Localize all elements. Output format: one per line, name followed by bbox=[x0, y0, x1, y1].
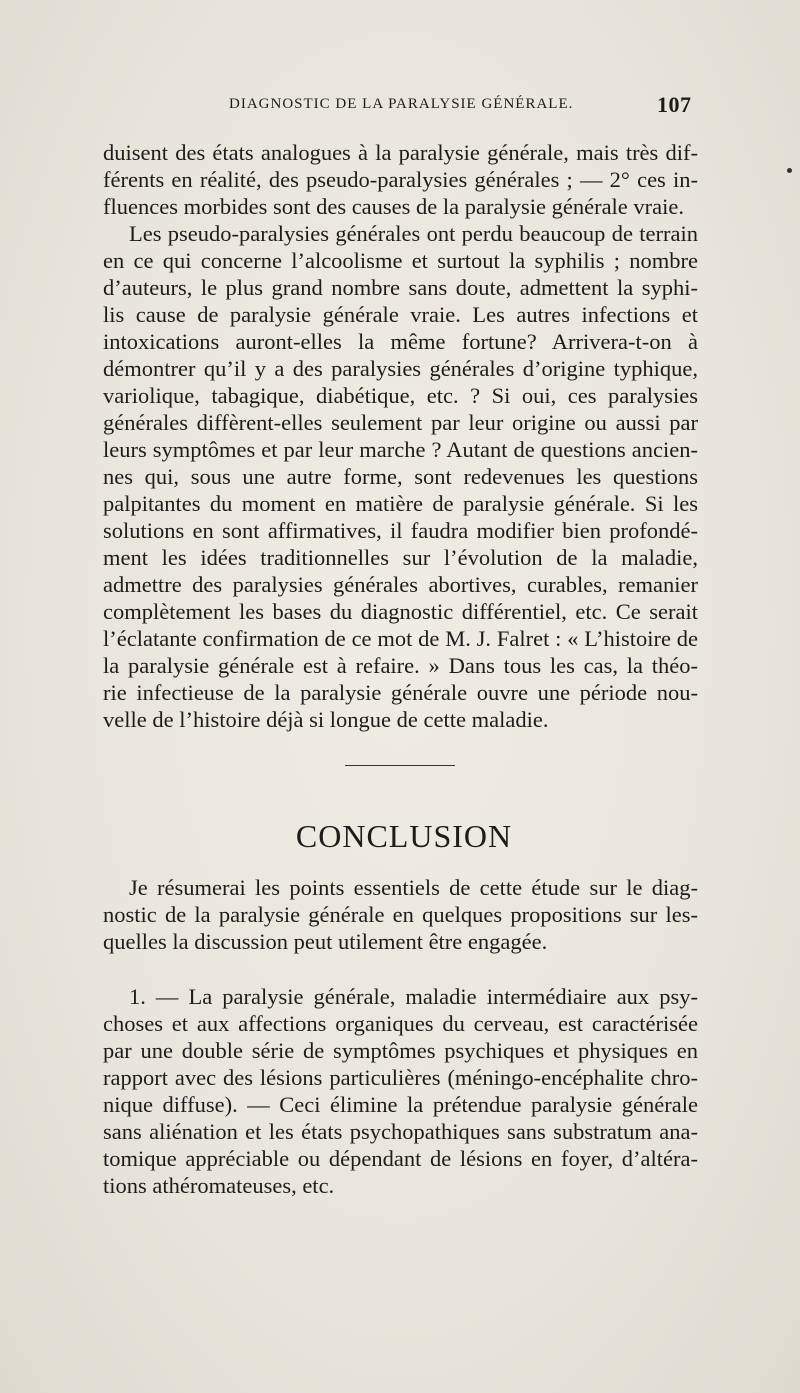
text-line: rie infectieuse de la paralysie générale ouvre une période nou- bbox=[103, 680, 698, 705]
text-line: sans aliénation et les états psychopathiques sans substratum ana- bbox=[103, 1119, 698, 1144]
text-line: nostic de la paralysie générale en quelques propositions sur les- bbox=[103, 902, 698, 927]
margin-mark bbox=[787, 168, 792, 173]
text-line: intoxications auront-elles la même fortune? Arrivera-t-on à bbox=[103, 329, 698, 354]
text-line: générales diffèrent-elles seulement par leur origine ou aussi par bbox=[103, 410, 698, 435]
text-line: choses et aux affections organiques du cerveau, est caractérisée bbox=[103, 1011, 698, 1036]
text-line: quelles la discussion peut utilement être engagée. bbox=[103, 929, 548, 954]
text-line: tomique appréciable ou dépendant de lésions en foyer, d’altéra- bbox=[103, 1146, 698, 1171]
text-line: variolique, tabagique, diabétique, etc. ? Si oui, ces paralysies bbox=[103, 383, 698, 408]
text-line: en ce qui concerne l’alcoolisme et surtout la syphilis ; nombre bbox=[103, 248, 698, 273]
text-line: d’auteurs, le plus grand nombre sans doute, admettent la syphi- bbox=[103, 275, 698, 300]
text-line: admettre des paralysies générales abortives, curables, remanier bbox=[103, 572, 698, 597]
text-line: par une double série de symptômes psychiques et physiques en bbox=[103, 1038, 698, 1063]
paragraph-pseudo-paralysies bbox=[103, 220, 698, 733]
paragraph-intro-conclusion bbox=[103, 874, 698, 955]
text-line: ment les idées traditionnelles sur l’évolution de la maladie, bbox=[103, 545, 698, 570]
text-line: nes qui, sous une autre forme, sont redevenues les questions bbox=[103, 464, 698, 489]
text-line: rapport avec des lésions particulières (méningo-encéphalite chro- bbox=[103, 1065, 698, 1090]
paragraph-continued bbox=[103, 139, 698, 220]
body-text-top bbox=[103, 139, 698, 733]
text-line: tions athéromateuses, etc. bbox=[103, 1173, 335, 1198]
text-line: fluences morbides sont des causes de la paralysie générale vraie. bbox=[103, 194, 685, 219]
text-line: palpitantes du moment en matière de paralysie générale. Si les bbox=[103, 491, 698, 516]
text-line: velle de l’histoire déjà si longue de cette maladie. bbox=[103, 707, 549, 732]
text-line: Je résumerai les points essentiels de cette étude sur le diag- bbox=[129, 875, 698, 900]
paragraph-proposition-1 bbox=[103, 983, 698, 1199]
section-heading: CONCLUSION bbox=[295, 818, 513, 854]
text-line: Les pseudo-paralysies générales ont perdu beaucoup de terrain bbox=[129, 221, 698, 246]
text-line: nique diffuse). — Ceci élimine la prétendue paralysie générale bbox=[103, 1092, 698, 1117]
running-title: DIAGNOSTIC DE LA PARALYSIE GÉNÉRALE. bbox=[229, 96, 574, 112]
text-line: l’éclatante confirmation de ce mot de M. J. Falret : « L’histoire de bbox=[103, 626, 698, 651]
page-number: 107 bbox=[657, 92, 692, 117]
text-line: duisent des états analogues à la paralysie générale, mais très dif- bbox=[103, 140, 698, 165]
text-line: leurs symptômes et par leur marche ? Autant de questions ancien- bbox=[103, 437, 698, 462]
text-line: férents en réalité, des pseudo-paralysies générales ; — 2° ces in- bbox=[103, 167, 698, 192]
text-line: la paralysie générale est à refaire. » Dans tous les cas, la théo- bbox=[103, 653, 698, 678]
text-line: démontrer qu’il y a des paralysies générales d’origine typhique, bbox=[103, 356, 698, 381]
text-line: solutions en sont affirmatives, il faudra modifier bien profondé- bbox=[103, 518, 698, 543]
text-line: 1. — La paralysie générale, maladie intermédiaire aux psy- bbox=[129, 984, 698, 1009]
section-divider bbox=[345, 765, 455, 766]
text-line: complètement les bases du diagnostic différentiel, etc. Ce serait bbox=[103, 599, 698, 624]
text-line: lis cause de paralysie générale vraie. Les autres infections et bbox=[103, 302, 698, 327]
